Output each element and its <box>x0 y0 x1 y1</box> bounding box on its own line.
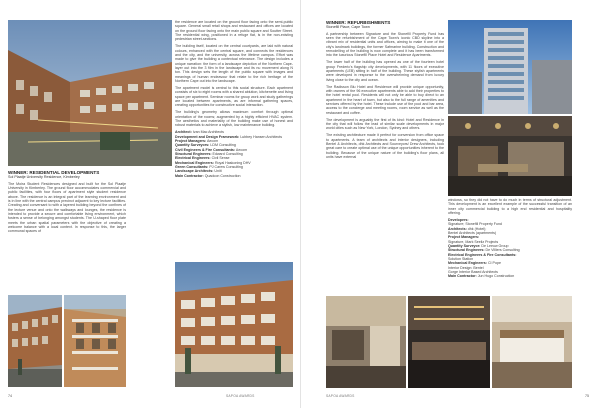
refurbishment-heading: WINNER: REFURBISHMENTS <box>326 20 391 25</box>
credit-value: Interior Design: Bentel <box>448 265 484 270</box>
credit-value: PJ Carew Consulting <box>209 165 243 170</box>
paragraph: A partnership between Signature and the Stonefill Property Fund has seen the refurbishment of the Cape Town's iconic CBD skyline into a vibrant mix of residential units and offices, aiming to make it one of the city's landmark buildings, the former Safmarine building. Construction and remodelling of the building is now complete and it has been transformed into the luxurious Stonefill Place Hotel and Residence Apartments. <box>326 31 444 58</box>
credit-label: Development and Design Framework: <box>175 134 240 139</box>
credit-label: Electrical Engineers: <box>175 156 211 161</box>
credit-label: Structural Engineers: <box>175 152 212 156</box>
residence-body-left <box>8 170 126 236</box>
credit-label: Electrical Engineers & Fire Consultants: <box>448 252 517 257</box>
credit-label: Architect: <box>175 130 192 135</box>
running-footer: SAPOA AWARDS <box>326 394 355 398</box>
credit-label: Landscape Architects: <box>175 169 214 174</box>
credit-label: Civil Engineers & Fire Consultants: <box>175 147 236 152</box>
credit-label: Project Managers: <box>448 235 480 240</box>
credit-value: Gorge Interior Based Architects <box>448 270 498 275</box>
credit-value: De Villiers Consulting <box>485 248 520 253</box>
stonefill-lobby-photo <box>448 116 572 196</box>
residence-walkway-photo <box>8 295 62 387</box>
stonefill-interior-photo <box>326 296 406 388</box>
credits-title: Developers: <box>448 217 469 222</box>
credit-value: dhk (Hotel); <box>467 226 487 231</box>
credit-value: Quadcon Construction <box>204 173 241 178</box>
credit-label: Quantity Surveyor: <box>448 244 481 249</box>
paragraph: The apartment model is central to this social structure. Each apartment consists of six to eight rooms with a shared ablution, kitchenette and living space per apartment. Seminar rooms for group work and study gatherings are located between apartments, as are informal gathering spaces, creating opportunities for constructive social interaction. <box>175 86 293 108</box>
credit-label: Green Consultants: <box>175 165 209 170</box>
credit-value: CI Pope <box>487 261 501 266</box>
credit-label: Structural Engineers: <box>448 248 485 253</box>
residence-balconies-photo <box>64 295 126 387</box>
paragraph: The Radisson Blu Hotel and Residence will provide unique opportunity, with owners of the 96 executive apartments able to add their properties to the hotel rental pool. Residents will not only be able to buy direct to an apartment in the heart of town, but also to the full range of amenities and services offered by the hotel. These include use of the pool and bar area, access to the concierge and meeting rooms, room service as well as the restaurant and coffee. <box>326 84 444 115</box>
credit-value: Bentel Architects (apartments) <box>448 231 497 235</box>
residence-heading: WINNER: RESIDENTIAL DEVELOPMENTS <box>8 170 100 175</box>
paragraph: The existing architecture made it perfect for conversion from office space to apartments. A team of architects and interior designers, including Bentel & Architects, dhk Architects and Sourveyors/ Drew Architects, took great care to create optimal use of the unique opportunities inherent to the building. Because of the unique nature of the building's floor plans, all units have external <box>326 133 444 159</box>
paragraph: The lower half of the building has opened as one of the fourteen hotel group Frederic's flagship city developments, with 11 floors of executive apartments (LEB) sitting in half of the building. These stylish apartments were developed in response to the overwhelming demand from luxury living close to the city and ocean. <box>326 60 444 82</box>
credit-value: Jun Hugo Construction <box>477 274 515 279</box>
credit-value: Aecom <box>235 147 248 152</box>
stonefill-tower-photo <box>448 20 572 114</box>
paragraph: the residence are located on the ground floor facing onto the semi-public square. General small retail shops and restaurant and offices are located on the ground floor facing onto the main public square and Soutter Street. The residential wing, positioned in a refuge flat, is in the non-existing pedestrian street-sections. <box>175 20 293 42</box>
credit-label: Main Contractor: <box>448 274 477 279</box>
credit-value: De Leeuw Group <box>481 244 509 249</box>
paragraph: The development is arguably the first of its kind: Hotel and Residence in the city that will follow the lead of similar scale developments in major world cities such as New York, London, Sydney and others. <box>326 117 444 131</box>
paragraph: The building itself, located on the central courtyards, are laid with natural colours, enhanced with the central square, and connects the residences and the city, and the university, across the lifetime campus. Effort was made to give the building a contextual relevance. The design includes a unique narration: the form of a landscape depiction of the Northern Cape-layer out into the 3 film in the landscape and its nu movement along N ton. This design sets the length of the public square with images and meanings of human endeavour that relate to the rich heritage of the Northern Cape out into the landscape. <box>175 44 293 84</box>
refurbishment-subheading: Stonefill Place, Cape Town <box>326 25 370 29</box>
refurbishment-body-left <box>326 20 444 162</box>
page-number: 75 <box>585 394 589 398</box>
credit-value: Signature; Stonefill Property Fund <box>448 222 502 227</box>
credit-label: Mechanical Engineers: <box>175 160 214 165</box>
residence-courtyard-photo <box>8 20 172 166</box>
stonefill-bar-photo <box>408 296 490 388</box>
refurbishment-body-right <box>448 198 572 279</box>
credit-value: Royal Haskoning DHV <box>214 160 251 165</box>
paragraph: The Moira Student Residences designed and built for the Sol Plaatje University in Kimberley. The ground floor accommodates commercial and public facilities, with four floors of apartment style student residence above. The residence is an integral part of the learning environment and is in line with the central campus precinct adjacent to key lecture facilities. Creating and conversant to with a layered building beyond the confines of the lecture venue and onto the walkways and lounges, the residence is intended to provide a secure and comfortable living environment, which fosters a sense of belonging amongst students. The U-shaped floor plate meets the urban spatial parameters with the objective of creating a welcome balance with a local context. In response to this, the larger communal spaces of <box>8 181 126 234</box>
credit-label: Main Contractor: <box>175 173 204 178</box>
credit-value: Uniti <box>214 169 222 174</box>
credit-value: Aecom <box>206 138 219 143</box>
credit-label: Mechanical Engineers: <box>448 261 487 266</box>
paragraph: windows, so they did not have to do much in terms of structural adjustment. This development is an excellent example of the successful transition of an inner city commercial building to a high end residential and hospitality offering. <box>448 198 572 216</box>
paragraph: The building's geometry allows maximum comfort through optimal orientation of the rooms; augmented by a highly efficient HVAC system. The aesthetics and materiality of the building make use of honest and robust materials to achieve a stylish, low maintenance building. <box>175 110 293 128</box>
right-page <box>300 0 600 408</box>
refurbishment-credits <box>448 218 572 279</box>
residence-credits <box>175 130 293 178</box>
residence-body-right <box>175 20 293 178</box>
credit-label: Quantity Surveyors: <box>175 143 210 148</box>
running-footer: SAPOA AWARDS <box>226 394 255 398</box>
credit-label: Architects: <box>448 226 467 231</box>
residence-subheading: Sol Plaatje University Residence, Kimberley <box>8 175 80 179</box>
credit-value: Signature, Mark Seeliz Projects <box>448 239 499 244</box>
credit-label: Project Managers: <box>175 138 207 143</box>
credit-value: Edward Consulting <box>212 152 243 156</box>
credit-value: Solution Station <box>448 257 474 262</box>
credit-value: Civil Sense <box>211 156 230 161</box>
stonefill-bedroom-photo <box>492 296 572 388</box>
residence-facade-photo <box>175 262 293 387</box>
credit-value: LDM Consulting <box>210 143 236 148</box>
credit-value: Ivan Mac Architects <box>192 130 224 135</box>
page-number: 74 <box>8 394 12 398</box>
credit-value: Lubbey Hansen Architects <box>240 134 283 139</box>
